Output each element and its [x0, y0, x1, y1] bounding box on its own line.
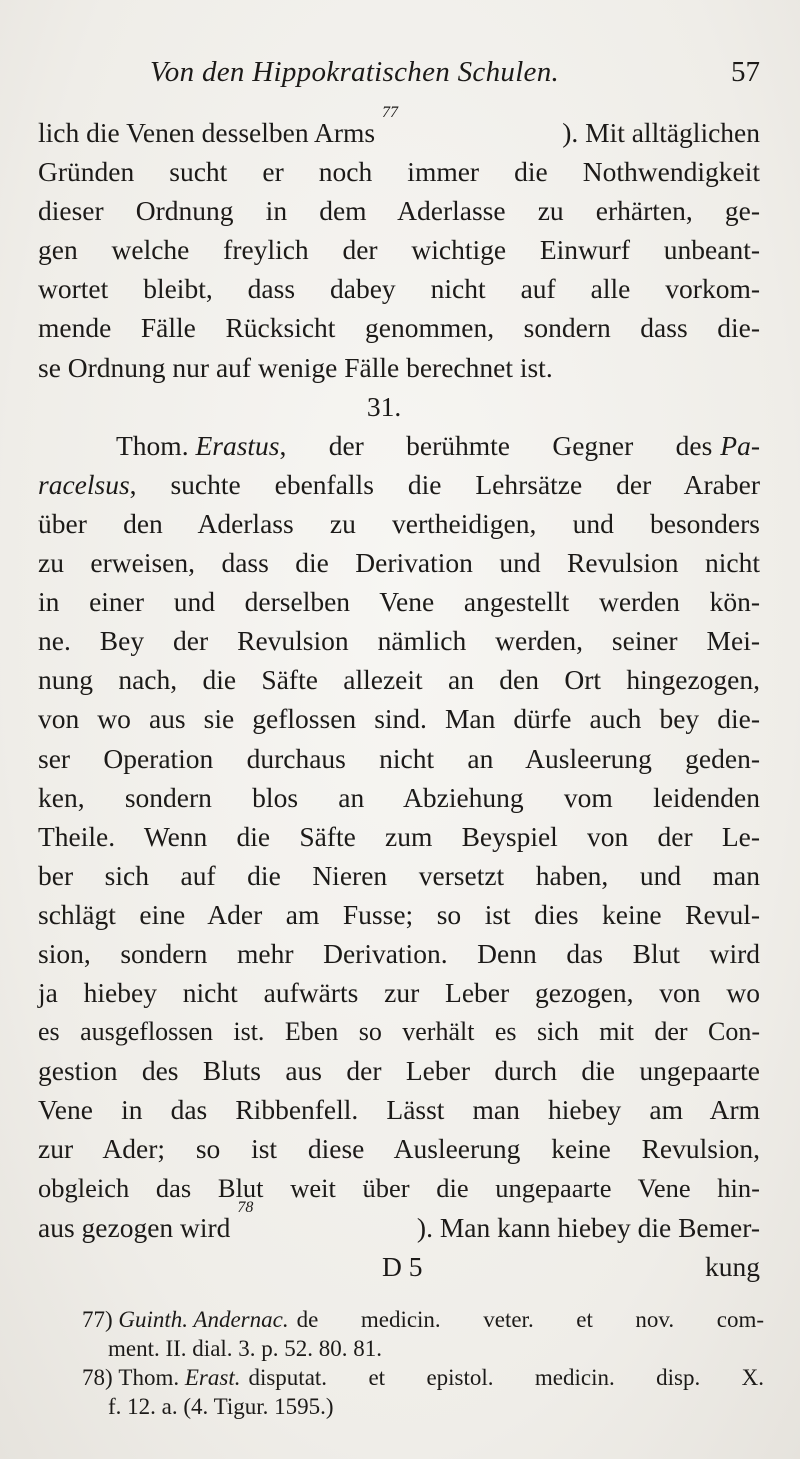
footnotes: [82, 1305, 764, 1421]
text-line: zu erweisen, dass die Derivation und Revulsion nicht: [38, 547, 760, 579]
footnote-77: 77) Guinth. Andernac. de medicin. veter. et nov. com-: [82, 1307, 764, 1332]
text-line: gestion des Bluts aus der Leber durch die ungepaarte: [38, 1055, 760, 1087]
text-line: es ausgeflossen ist. Eben so verhält es sich mit der Con-: [38, 1017, 760, 1047]
text-line: Vene in das Ribbenfell. Lässt man hiebey am Arm: [38, 1094, 760, 1126]
text-line: mende Fälle Rücksicht genommen, sondern dass die-: [38, 312, 760, 344]
text-line: dieser Ordnung in dem Aderlasse zu erhärten, ge-: [38, 195, 760, 227]
text-line: sion, sondern mehr Derivation. Denn das Blut wird: [38, 937, 760, 969]
text-line: ken, sondern blos an Abziehung vom leidenden: [38, 781, 760, 813]
text-line: über den Aderlass zu vertheidigen, und besonders: [38, 507, 760, 539]
text-line: aus gezogen wird 78 ). Man kann hiebey die Bemer-: [38, 1208, 760, 1247]
text-line: von wo aus sie geflossen sind. Man dürfe auch bey die-: [38, 703, 760, 735]
text-line: racelsus , suchte ebenfalls die Lehrsätze der Araber: [38, 465, 760, 504]
footnote-77-cont: ment. II. dial. 3. p. 52. 80. 81.: [108, 1336, 383, 1361]
footnote-78-cont: f. 12. a. (4. Tigur. 1595.): [108, 1394, 334, 1419]
person-name: racelsus: [38, 468, 130, 500]
text-line: ja hiebey nicht aufwärts zur Leber gezogen, von wo: [38, 977, 760, 1009]
footnote-78: 78) Thom. Erast. disputat. et epistol. medicin. disp. X.: [82, 1365, 764, 1390]
text-line: zur Ader; so ist diese Ausleerung keine Revulsion,: [38, 1133, 760, 1165]
footnote-ref: 77: [381, 104, 398, 121]
text-line: se Ordnung nur auf wenige Fälle berechnet ist.: [38, 351, 553, 383]
text-line: Theile. Wenn die Säfte zum Beyspiel von der Le-: [38, 820, 760, 852]
signature-mark: D 5: [382, 1250, 423, 1282]
text-line: Gründen sucht er noch immer die Nothwendigkeit: [38, 156, 760, 188]
page-header: [40, 50, 760, 94]
text-line: nung nach, die Säfte allezeit an den Ort hingezogen,: [38, 664, 760, 696]
signature-row: [38, 1247, 760, 1286]
text-line: in einer und derselben Vene angestellt werden kön-: [38, 586, 760, 618]
text-line: ne. Bey der Revulsion nämlich werden, seiner Mei-: [38, 625, 760, 657]
body-text: [38, 104, 760, 1286]
text-line: obgleich das Blut weit über die ungepaarte Vene hin-: [38, 1172, 760, 1203]
text-line: ser Operation durchaus nicht an Ausleerung geden-: [38, 742, 760, 774]
running-title: Von den Hippokratischen Schulen.: [150, 56, 560, 88]
text-line: ber sich auf die Nieren versetzt haben, und man: [38, 859, 760, 891]
text-line: wortet bleibt, dass dabey nicht auf alle vorkom-: [38, 273, 760, 305]
text-line: schlägt eine Ader am Fusse; so ist dies keine Revul-: [38, 898, 760, 930]
person-name: Erastus: [195, 429, 280, 461]
catchword: kung: [705, 1250, 760, 1282]
footnote-ref: 78: [237, 1198, 254, 1216]
page-number: 57: [731, 56, 760, 88]
text-line: lich die Venen desselben Arms 77 ). Mit alltäglichen: [38, 113, 760, 152]
text-line: Thom. Erastus , der berühmte Gegner des Pa-: [38, 426, 760, 465]
text-line: gen welche freylich der wichtige Einwurf unbeant-: [38, 234, 760, 266]
section-number: 31.: [366, 390, 402, 422]
